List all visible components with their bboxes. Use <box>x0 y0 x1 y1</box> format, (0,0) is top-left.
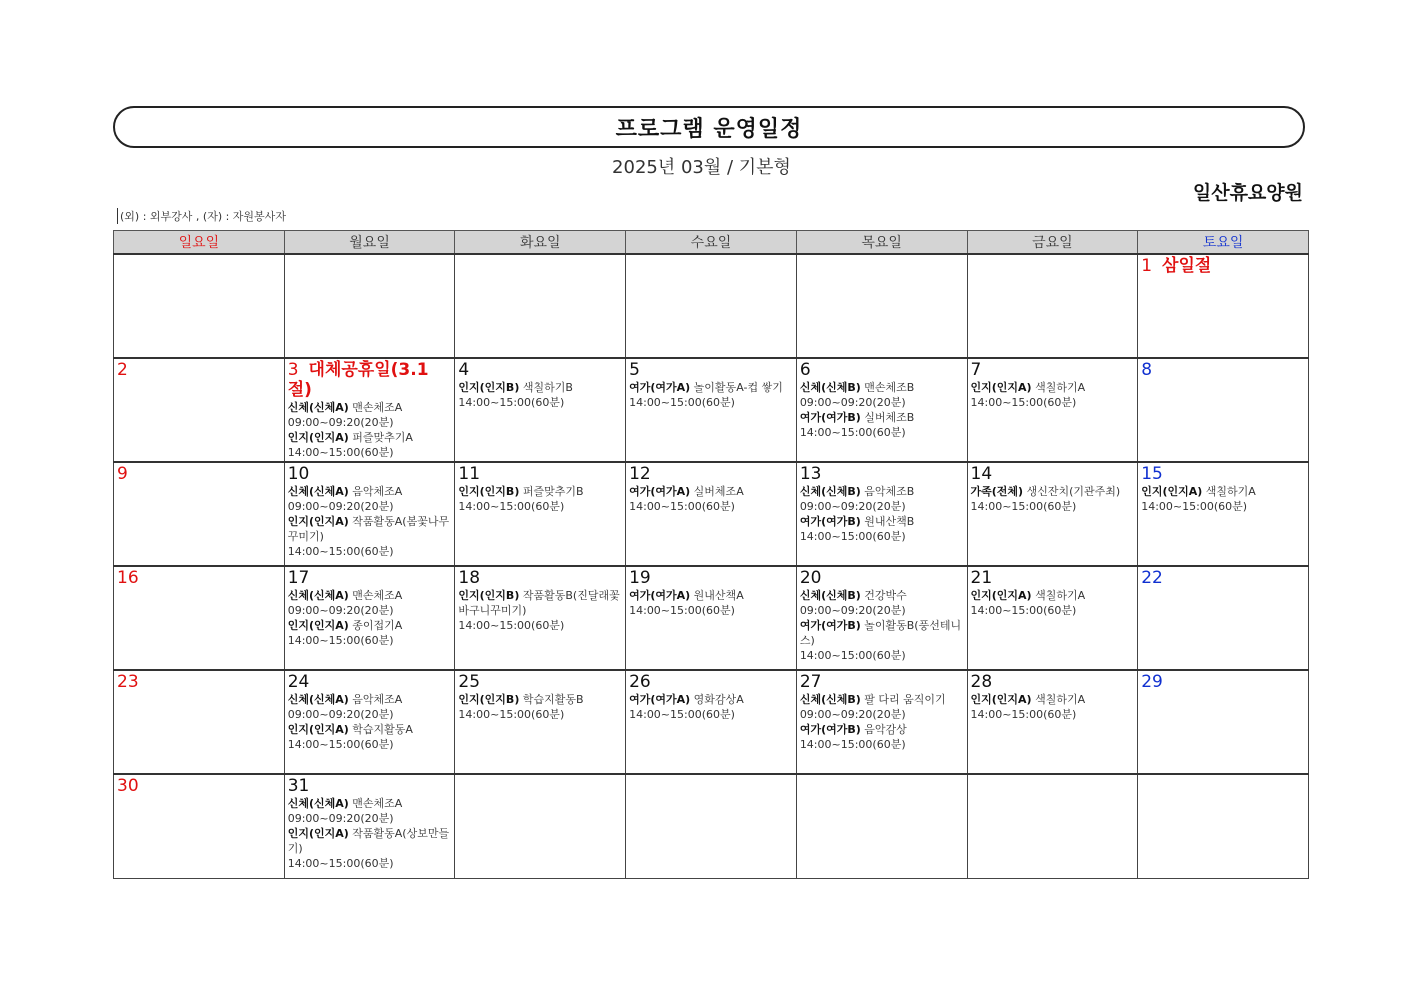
calendar-table <box>113 230 1309 879</box>
weekday-header-tuesday: 화요일 <box>455 231 626 255</box>
program-category: 인지(인지A) <box>1141 485 1203 498</box>
program-category: 신체(신체A) <box>287 485 349 498</box>
day-header <box>971 672 1135 692</box>
day-header <box>117 672 281 692</box>
program-category: 인지(인지A) <box>287 619 349 632</box>
program-category: 여가(여가A) <box>629 485 691 498</box>
program-name: 학습지활동A <box>348 723 413 736</box>
day-cell <box>1138 774 1309 878</box>
program-name: 놀이활동B(풍선테니스) <box>799 619 962 647</box>
program-time: 14:00~15:00(60분) <box>458 708 565 721</box>
day-header <box>629 568 793 588</box>
program-time: 09:00~09:20(20분) <box>287 416 394 429</box>
program-name: 맨손체조A <box>348 589 403 602</box>
program-time: 09:00~09:20(20분) <box>287 812 394 825</box>
day-header <box>458 568 622 588</box>
day-cell <box>967 254 1138 358</box>
program-entry <box>1141 484 1305 499</box>
weekday-header-friday: 금요일 <box>967 231 1138 255</box>
day-number: 1 <box>1141 256 1153 276</box>
program-name: 실버체조A <box>690 485 744 498</box>
day-cell <box>626 774 797 878</box>
program-category: 인지(인지A) <box>970 589 1032 602</box>
day-number: 25 <box>458 672 481 692</box>
day-header <box>288 776 452 796</box>
program-time: 14:00~15:00(60분) <box>287 545 394 558</box>
program-category: 신체(신체B) <box>799 693 861 706</box>
program-name: 팔 다리 움직이기 <box>860 693 946 706</box>
program-category: 가족(전체) <box>970 485 1024 498</box>
program-category: 인지(인지B) <box>458 381 520 394</box>
day-cell <box>114 670 285 774</box>
weekday-header-saturday: 토요일 <box>1138 231 1309 255</box>
day-cell <box>626 670 797 774</box>
program-name: 놀이활동A-컵 쌓기 <box>690 381 783 394</box>
program-category: 인지(인지A) <box>970 693 1032 706</box>
day-cell <box>626 566 797 670</box>
day-header <box>800 672 964 692</box>
day-header <box>1141 256 1305 276</box>
day-header <box>288 464 452 484</box>
week-row <box>114 670 1309 774</box>
day-header <box>800 568 964 588</box>
week-row <box>114 774 1309 878</box>
program-entry <box>288 400 452 415</box>
program-name: 음악체조A <box>348 693 403 706</box>
day-cell <box>114 358 285 462</box>
day-cell <box>1138 358 1309 462</box>
day-cell <box>455 774 626 878</box>
day-header <box>971 360 1135 380</box>
day-number: 20 <box>799 568 822 588</box>
day-cell <box>796 566 967 670</box>
program-name: 맨손체조A <box>348 797 403 810</box>
program-entry <box>971 692 1135 707</box>
organization-name: 일산휴요양원 <box>1192 182 1303 204</box>
day-header <box>1141 464 1305 484</box>
day-number: 17 <box>287 568 310 588</box>
program-entry <box>971 380 1135 395</box>
program-entry <box>288 430 452 445</box>
program-entry <box>800 380 964 395</box>
day-number: 18 <box>458 568 481 588</box>
day-header <box>1141 568 1305 588</box>
title-box <box>113 106 1305 148</box>
program-category: 여가(여가A) <box>629 589 691 602</box>
day-header <box>117 776 281 796</box>
day-number: 11 <box>458 464 481 484</box>
program-category: 인지(인지A) <box>287 515 349 528</box>
program-time: 14:00~15:00(60분) <box>458 500 565 513</box>
day-header <box>288 672 452 692</box>
day-cell <box>967 670 1138 774</box>
program-category: 신체(신체B) <box>799 589 861 602</box>
program-name: 색칠하기A <box>1031 381 1086 394</box>
day-header <box>971 568 1135 588</box>
day-number: 29 <box>1141 672 1163 692</box>
program-category: 인지(인지A) <box>287 827 349 840</box>
day-cell <box>1138 670 1309 774</box>
day-cell <box>626 254 797 358</box>
day-cell <box>284 462 455 566</box>
program-time: 14:00~15:00(60분) <box>287 738 394 751</box>
program-entry <box>458 380 622 395</box>
program-time: 14:00~15:00(60분) <box>458 619 565 632</box>
day-number: 19 <box>629 568 651 588</box>
day-cell <box>114 566 285 670</box>
weekday-header-row <box>114 231 1309 255</box>
program-category: 인지(인지B) <box>458 485 520 498</box>
page-title: 프로그램 운영일정 <box>615 116 803 142</box>
program-time: 14:00~15:00(60분) <box>629 708 735 721</box>
program-name: 퍼즐맞추기B <box>519 485 584 498</box>
program-name: 실버체조B <box>860 411 915 424</box>
program-name: 건강박수 <box>860 589 907 602</box>
page-subtitle: 2025년 03월 / 기본형 <box>612 157 791 178</box>
program-entry <box>971 588 1135 603</box>
day-cell <box>114 774 285 878</box>
day-number: 3 <box>287 360 299 380</box>
day-header <box>117 464 281 484</box>
program-entry <box>800 588 964 603</box>
day-header <box>800 360 964 380</box>
day-number: 12 <box>629 464 651 484</box>
program-entry <box>458 484 622 499</box>
program-name: 색칠하기A <box>1031 693 1086 706</box>
program-category: 신체(신체B) <box>799 381 861 394</box>
day-number: 22 <box>1141 568 1163 588</box>
program-entry <box>800 514 964 529</box>
day-cell <box>1138 462 1309 566</box>
day-cell <box>284 566 455 670</box>
program-category: 여가(여가A) <box>629 381 691 394</box>
program-entry <box>629 692 793 707</box>
program-time: 14:00~15:00(60분) <box>799 530 906 543</box>
day-cell <box>455 358 626 462</box>
day-number: 9 <box>117 464 128 484</box>
program-category: 여가(여가B) <box>799 619 861 632</box>
day-number: 23 <box>117 672 139 692</box>
day-cell <box>796 358 967 462</box>
program-name: 원내산책A <box>690 589 744 602</box>
legend-note: (외) : 외부강사 , (자) : 자원봉사자 <box>117 208 286 224</box>
day-number: 4 <box>458 360 470 380</box>
program-entry <box>288 484 452 499</box>
program-category: 인지(인지A) <box>970 381 1032 394</box>
day-cell <box>1138 566 1309 670</box>
day-header <box>458 464 622 484</box>
program-name: 영화감상A <box>690 693 744 706</box>
program-name: 작품활동B(진달래꽃바구니꾸미기) <box>458 589 620 617</box>
program-time: 09:00~09:20(20분) <box>287 708 394 721</box>
program-time: 14:00~15:00(60분) <box>287 634 394 647</box>
day-number: 2 <box>117 360 128 380</box>
day-cell <box>114 462 285 566</box>
calendar-body <box>114 254 1309 878</box>
day-cell <box>626 358 797 462</box>
program-category: 인지(인지A) <box>287 431 349 444</box>
program-name: 퍼즐맞추기A <box>348 431 413 444</box>
program-name: 맨손체조A <box>348 401 403 414</box>
program-entry <box>971 484 1135 499</box>
program-time: 14:00~15:00(60분) <box>970 708 1077 721</box>
day-cell <box>967 358 1138 462</box>
day-header <box>117 568 281 588</box>
program-name: 색칠하기A <box>1202 485 1256 498</box>
program-time: 14:00~15:00(60분) <box>287 857 394 870</box>
program-category: 인지(인지A) <box>287 723 349 736</box>
program-category: 신체(신체A) <box>287 693 349 706</box>
day-cell <box>796 462 967 566</box>
program-entry <box>288 692 452 707</box>
program-time: 14:00~15:00(60분) <box>629 604 735 617</box>
day-number: 27 <box>799 672 822 692</box>
day-cell <box>796 774 967 878</box>
day-number: 5 <box>629 360 640 380</box>
program-time: 09:00~09:20(20분) <box>799 708 906 721</box>
program-entry <box>288 618 452 633</box>
program-time: 14:00~15:00(60분) <box>970 500 1077 513</box>
day-cell <box>626 462 797 566</box>
program-category: 여가(여가A) <box>629 693 691 706</box>
day-header <box>629 360 793 380</box>
program-time: 14:00~15:00(60분) <box>799 426 906 439</box>
program-time: 14:00~15:00(60분) <box>629 500 735 513</box>
program-category: 신체(신체B) <box>799 485 861 498</box>
program-time: 09:00~09:20(20분) <box>799 604 906 617</box>
program-name: 음악체조A <box>348 485 403 498</box>
program-category: 신체(신체A) <box>287 797 349 810</box>
program-entry <box>288 796 452 811</box>
program-category: 여가(여가B) <box>799 411 861 424</box>
program-name: 색칠하기A <box>1031 589 1086 602</box>
day-header <box>458 672 622 692</box>
day-number: 14 <box>970 464 993 484</box>
program-time: 09:00~09:20(20분) <box>287 604 394 617</box>
day-cell <box>967 462 1138 566</box>
program-time: 14:00~15:00(60분) <box>970 604 1077 617</box>
day-header <box>1141 360 1305 380</box>
day-header <box>117 360 281 380</box>
program-time: 09:00~09:20(20분) <box>799 500 906 513</box>
day-cell <box>796 670 967 774</box>
program-entry <box>800 618 964 648</box>
day-number: 16 <box>117 568 139 588</box>
program-name: 맨손체조B <box>860 381 915 394</box>
program-entry <box>800 484 964 499</box>
day-cell <box>284 774 455 878</box>
weekday-header-monday: 월요일 <box>284 231 455 255</box>
day-number: 15 <box>1141 464 1163 484</box>
program-category: 신체(신체A) <box>287 589 349 602</box>
day-cell <box>455 566 626 670</box>
program-category: 여가(여가B) <box>799 515 861 528</box>
program-name: 음악체조B <box>860 485 915 498</box>
holiday-label: 삼일절 <box>1162 256 1212 276</box>
day-header <box>1141 672 1305 692</box>
day-header <box>629 672 793 692</box>
program-entry <box>629 588 793 603</box>
program-category: 인지(인지B) <box>458 693 520 706</box>
program-name: 생신잔치(기관주최) <box>1023 485 1121 498</box>
program-time: 14:00~15:00(60분) <box>287 446 394 459</box>
day-cell <box>284 358 455 462</box>
program-time: 14:00~15:00(60분) <box>1141 500 1248 513</box>
program-time: 09:00~09:20(20분) <box>799 396 906 409</box>
day-header <box>800 464 964 484</box>
weekday-header-wednesday: 수요일 <box>626 231 797 255</box>
program-name: 작품활동A(봄꽃나무 꾸미기) <box>287 515 450 543</box>
program-name: 음악감상 <box>860 723 907 736</box>
day-number: 6 <box>799 360 811 380</box>
program-name: 원내산책B <box>860 515 915 528</box>
program-entry <box>458 588 622 618</box>
day-number: 24 <box>287 672 310 692</box>
day-number: 10 <box>287 464 310 484</box>
day-number: 30 <box>117 776 139 796</box>
program-category: 신체(신체A) <box>287 401 349 414</box>
day-header <box>629 464 793 484</box>
program-entry <box>800 410 964 425</box>
day-header <box>288 360 452 400</box>
week-row <box>114 462 1309 566</box>
day-number: 21 <box>970 568 993 588</box>
day-cell <box>455 670 626 774</box>
program-entry <box>458 692 622 707</box>
day-number: 13 <box>799 464 822 484</box>
program-name: 학습지활동B <box>519 693 584 706</box>
program-time: 14:00~15:00(60분) <box>970 396 1077 409</box>
program-entry <box>288 514 452 544</box>
day-cell <box>284 254 455 358</box>
day-header <box>288 568 452 588</box>
program-entry <box>800 722 964 737</box>
program-time: 09:00~09:20(20분) <box>287 500 394 513</box>
program-entry <box>288 588 452 603</box>
program-entry <box>288 722 452 737</box>
program-category: 여가(여가B) <box>799 723 861 736</box>
day-cell <box>455 462 626 566</box>
day-number: 31 <box>287 776 310 796</box>
program-entry <box>629 484 793 499</box>
program-time: 14:00~15:00(60분) <box>799 738 906 751</box>
program-entry <box>629 380 793 395</box>
week-row <box>114 358 1309 462</box>
week-row <box>114 566 1309 670</box>
program-entry <box>288 826 452 856</box>
weekday-header-sunday: 일요일 <box>114 231 285 255</box>
program-category: 인지(인지B) <box>458 589 520 602</box>
day-cell <box>455 254 626 358</box>
day-cell <box>284 670 455 774</box>
program-entry <box>800 692 964 707</box>
day-number: 26 <box>629 672 651 692</box>
day-number: 8 <box>1141 360 1153 380</box>
day-cell <box>967 566 1138 670</box>
program-name: 종이접기A <box>348 619 403 632</box>
day-cell <box>967 774 1138 878</box>
program-time: 14:00~15:00(60분) <box>458 396 565 409</box>
week-row <box>114 254 1309 358</box>
day-header <box>458 360 622 380</box>
program-name: 색칠하기B <box>519 381 573 394</box>
program-time: 14:00~15:00(60분) <box>799 649 906 662</box>
day-number: 7 <box>970 360 982 380</box>
holiday-label: 대체공휴일(3.1절) <box>287 360 429 400</box>
program-time: 14:00~15:00(60분) <box>629 396 735 409</box>
day-cell <box>114 254 285 358</box>
weekday-header-thursday: 목요일 <box>796 231 967 255</box>
program-name: 작품활동A(상보만들기) <box>287 827 450 855</box>
day-cell <box>1138 254 1309 358</box>
day-header <box>971 464 1135 484</box>
day-number: 28 <box>970 672 993 692</box>
day-cell <box>796 254 967 358</box>
